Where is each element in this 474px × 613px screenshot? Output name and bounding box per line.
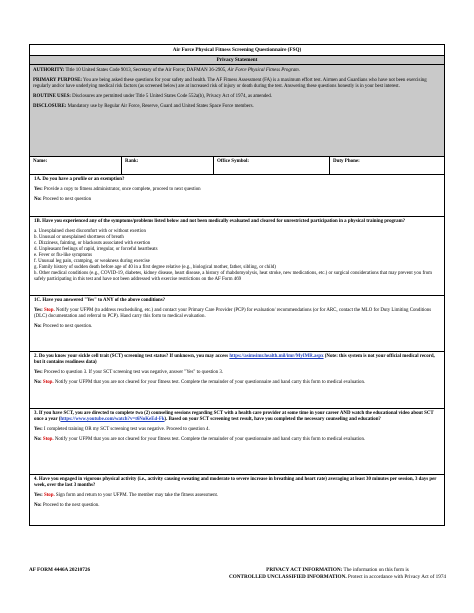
question-1b-heading: 1B. Have you experienced any of the symptoms/problems listed below and not been medically evaluated and cleared for unrestricted participation in a physical training program? xyxy=(34,219,406,224)
authority-text: Title 10 United States Code 9013, Secretary of the Air Force; DAFMAN 36-2905, xyxy=(64,68,228,73)
question-3-heading xyxy=(34,411,440,423)
rank-label: Rank: xyxy=(125,159,139,164)
yes-text: Sign form and return to your UFPM. The member may take the fitness assessment. xyxy=(54,493,219,498)
question-2 xyxy=(30,352,444,409)
cui-label: CONTROLLED UNCLASSIFIED INFORMATION. xyxy=(228,573,347,580)
symptom-list xyxy=(34,229,440,283)
privacy-statement-heading: Privacy Statement xyxy=(30,56,444,65)
rank-field[interactable] xyxy=(122,157,214,174)
question-1a xyxy=(30,175,444,217)
yes-text: I completed training OR my SCT screening test was negative. Proceed to question 4. xyxy=(42,427,210,432)
list-item: a. Unexplained chest discomfort with or without exertion xyxy=(34,229,146,234)
question-4 xyxy=(30,475,444,525)
yes-label: Yes: xyxy=(34,187,43,192)
routine-label: ROUTINE USES: xyxy=(33,94,71,99)
question-1c xyxy=(30,296,444,352)
form-title: Air Force Physical Fitness Screening Questionnaire (FSQ) xyxy=(30,45,444,56)
disclosure-text: Mandatory use by Regular Air Force, Reserve, Guard and United States Space Force members. xyxy=(66,104,254,109)
office-label: Office Symbol: xyxy=(217,159,250,164)
yes-label: Yes: xyxy=(34,427,43,432)
office-symbol-field[interactable] xyxy=(214,157,330,174)
authority-italic: Air Force Physical Fitness Program. xyxy=(227,68,300,73)
yes-label: Yes: xyxy=(34,493,43,498)
purpose-text: You are being asked these questions for your safety and health. The AF Fitness Assessment (FA) is a maximum effort test. Airmen and Guardians who have not been exercising regularly and/or have underlying medical risk factors (as screened below) are at increased risk of injury or death during the test. Answering these questions honestly is in your best interest. xyxy=(33,78,427,89)
question-1a-heading: 1A. Do you have a profile or an exemption? xyxy=(34,177,125,182)
purpose-paragraph xyxy=(33,78,441,90)
no-text: Proceed to the next question. xyxy=(41,503,100,508)
no-label: No: xyxy=(34,324,42,329)
question-2-no[interactable] xyxy=(34,380,440,386)
list-item: e. Fever or flu-like symptoms xyxy=(34,253,92,258)
routine-uses-paragraph xyxy=(33,94,441,100)
authority-paragraph xyxy=(33,68,441,74)
question-2-heading xyxy=(34,354,440,366)
question-1c-heading: 1C. Have you answered "Yes" to ANY of the above conditions? xyxy=(34,298,166,303)
privacy-act-text-a: The information on this form is xyxy=(342,567,409,573)
phone-label: Duty Phone: xyxy=(333,159,360,164)
sct-video-link[interactable]: https://www.youtube.com/watch?v=t6NoKeEd-Fk xyxy=(60,417,165,422)
fitness-questionnaire-form xyxy=(29,44,445,526)
list-item: b. Unusual or unexplained shortness of breath xyxy=(34,235,124,240)
yes-text: Provide a copy to fitness administrator, once complete, proceed to next question xyxy=(42,187,201,192)
no-text: Notify your UFPM that you are not cleared for your fitness test. Complete the remainder of your questionnaire and hand carry this form to medical evaluation. xyxy=(53,380,366,385)
question-1b xyxy=(30,217,444,296)
privacy-act-footer xyxy=(215,567,460,580)
yes-text: Proceed to question 3. If your SCT screening test was negative, answer "Yes" to question 3. xyxy=(42,370,224,375)
privacy-statement-body xyxy=(30,65,444,157)
stop-label: Stop. xyxy=(43,308,55,313)
question-1a-no[interactable] xyxy=(34,197,440,203)
list-item: g. Family history of sudden death before age of 40 in a first degree relative (e.g., biological mother, father, sibling, or child) xyxy=(34,265,276,270)
form-id: AF FORM 4446A 20210726 xyxy=(29,567,91,573)
question-3-heading-b: ). Based on your SCT screening test result, have you completed the necessary counseling and education? xyxy=(164,417,381,422)
stop-label: Stop. xyxy=(43,493,55,498)
name-label: Name: xyxy=(33,159,48,164)
disclosure-label: DISCLOSURE: xyxy=(33,104,67,109)
list-item: h. Other medical conditions (e.g., COVID-19, diabetes, kidney disease, heart disease, a history of rhabdomyolysis, heat stroke, new medications, etc.) or surgical considerations that may prevent you from safely participating in this test and have not been addressed with exercise restrictions on the AF Form 469 xyxy=(34,271,432,282)
question-1c-no[interactable] xyxy=(34,324,440,330)
question-3-no[interactable] xyxy=(34,437,440,443)
name-field[interactable] xyxy=(30,157,122,174)
authority-label: AUTHORITY: xyxy=(33,68,65,73)
duty-phone-field[interactable] xyxy=(330,157,444,174)
disclosure-paragraph xyxy=(33,104,441,110)
question-4-heading: 4. Have you engaged in vigorous physical activity (i.e., activity causing sweating and moderate to severe increase in breathing and heart rate) averaging at least 30 minutes per session, 3 days per week, over the last 3 months? xyxy=(34,477,437,488)
identification-row xyxy=(30,157,444,175)
no-text: Notify your UFPM that you are not cleared for your fitness test. Complete the remainder of your questionnaire and hand carry this form to medical evaluation. xyxy=(53,437,366,442)
question-2-yes[interactable] xyxy=(34,370,440,376)
question-1a-yes[interactable] xyxy=(34,187,440,193)
privacy-act-text-b: Protect in accordance with Privacy Act of 1974 xyxy=(346,573,447,580)
question-1c-yes[interactable] xyxy=(34,308,440,320)
question-3-yes[interactable] xyxy=(34,427,440,433)
stop-label: Stop. xyxy=(42,437,54,442)
no-text: Proceed to next question. xyxy=(41,324,93,329)
question-4-no[interactable] xyxy=(34,503,440,509)
purpose-label: PRIMARY PURPOSE: xyxy=(33,78,82,83)
stop-label: Stop. xyxy=(42,380,54,385)
question-3 xyxy=(30,409,444,475)
no-text: Proceed to next question xyxy=(41,197,92,202)
question-2-heading-b: (Note: this system is not your official medical record, but it contains readiness data) xyxy=(34,354,435,365)
yes-label: Yes: xyxy=(34,308,43,313)
yes-label: Yes: xyxy=(34,370,43,375)
routine-text: Disclosures are permitted under Title 5 United States Code 552a(b), Privacy Act of 1974, as amended. xyxy=(70,94,273,99)
no-label: No: xyxy=(34,380,42,385)
no-label: No: xyxy=(34,197,42,202)
question-2-heading-a: 2. Do you know your sickle cell trait (SCT) screening test status? If unknown, you may access xyxy=(34,354,229,359)
imr-link[interactable]: https://asimsimr.health.mil/imr/MyIMR.aspx xyxy=(229,354,324,359)
no-label: No: xyxy=(34,503,42,508)
yes-text: Notify your UFPM (to address rescheduling, etc.) and contact your Primary Care Provider (PCP) for evaluation/ recommendations (or for ARC, contact the MLO for Duty Limiting Conditions (DLC) documentation and referral to PCP). Hand carry this form to medical evaluation. xyxy=(34,308,432,319)
list-item: f. Unusual leg pain, cramping, or weakness during exercise xyxy=(34,259,150,264)
question-4-yes[interactable] xyxy=(34,493,440,499)
question-3-heading-a: 3. If you have SCT, you are directed to complete two (2) counseling sessions regarding SCT with a health care provider at some time in your career AND watch the educational video about SCT once a year ( xyxy=(34,411,434,422)
privacy-act-label: PRIVACY ACT INFORMATION: xyxy=(266,567,343,573)
list-item: d. Unpleasant feelings of rapid, irregular, or forceful heartbeats xyxy=(34,247,158,252)
no-label: No: xyxy=(34,437,42,442)
list-item: c. Dizziness, fainting, or blackouts associated with exertion xyxy=(34,241,151,246)
